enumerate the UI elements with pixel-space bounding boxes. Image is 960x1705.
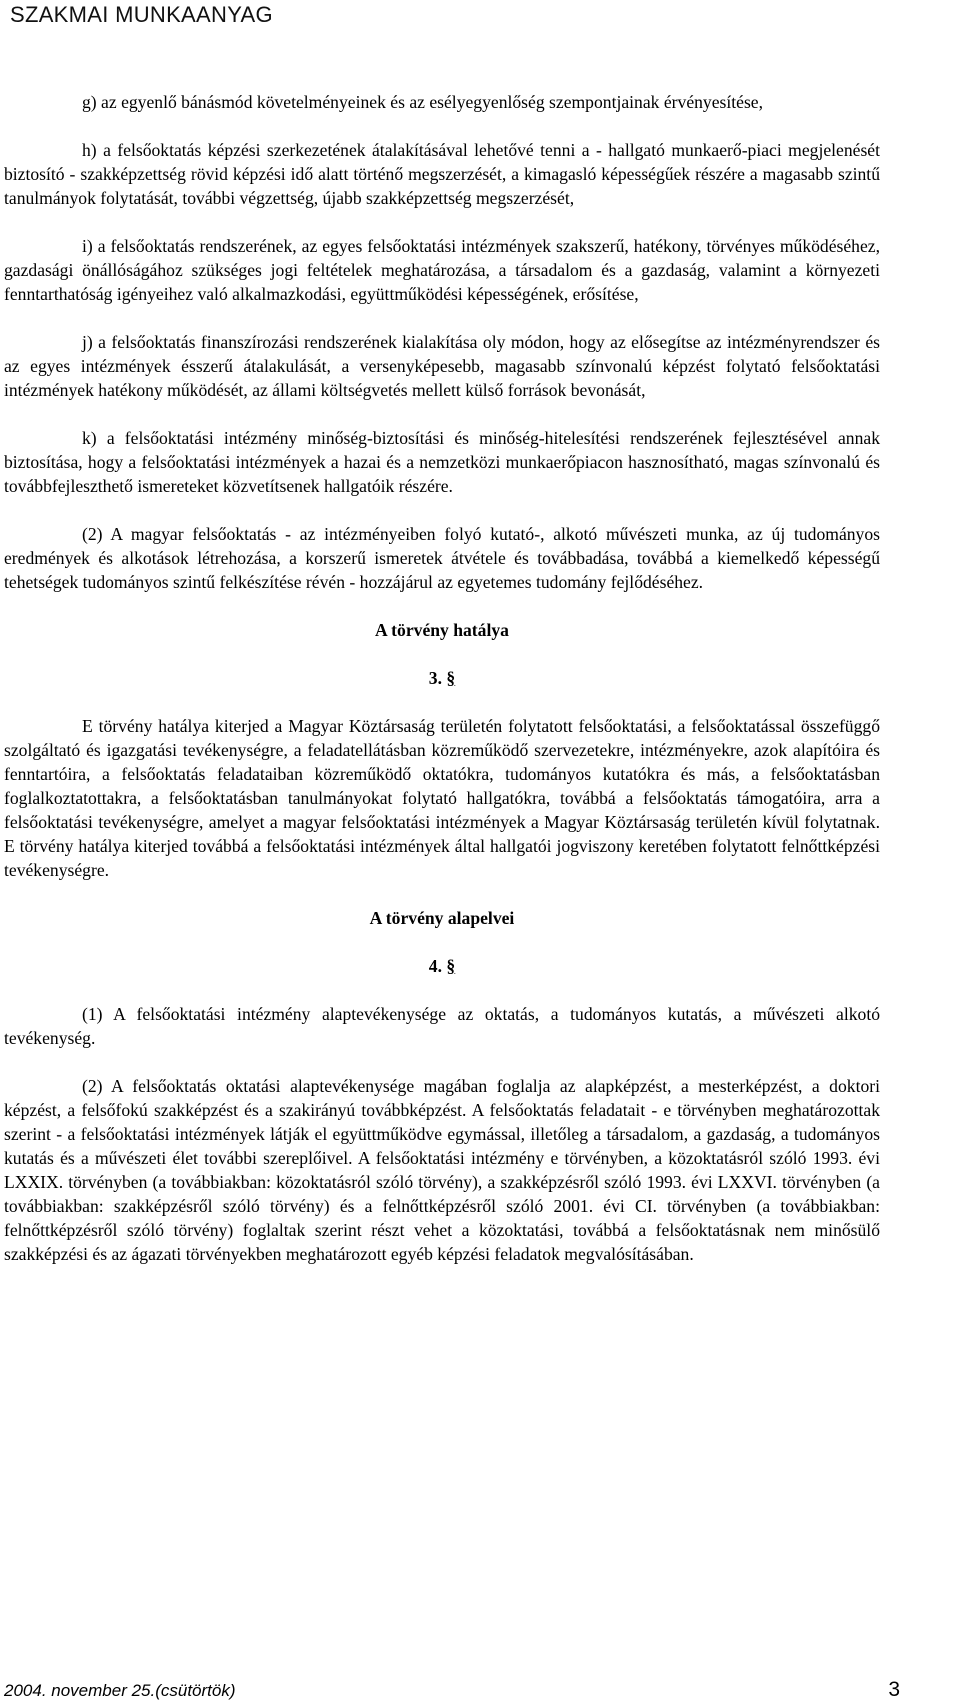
paragraph-g: g) az egyenlő bánásmód követelményeinek és az esélyegyenlőség szempontjainak érvényesítése, xyxy=(82,92,764,112)
paragraph-j: j) a felsőoktatás finanszírozási rendszerének kialakítása oly módon, hogy az elősegítse az intézményrendszer és az egyes intézmények ésszerű átalakulását, a versenyképesebb, magasabb színvonalú képzést folytató felsőoktatási intézmények hatékony működését, az állami költségvetés mellett külső források bevonását, xyxy=(4,332,880,400)
section-3-heading: A törvény hatálya xyxy=(375,620,509,640)
paragraph-k: k) a felsőoktatási intézmény minőség-biztosítási és minőség-hitelesítési rendszerének fejlesztésével annak biztosítása, hogy a felsőoktatási intézmények a hazai és a nemzetközi munkaerőpiacon hasznosítható, magas színvonalú és továbbfejleszthető ismereteket közvetítsenek hallgatóik részére. xyxy=(4,428,880,496)
page-number: 3 xyxy=(888,1678,900,1701)
section-4-number-text: 4. xyxy=(428,956,442,976)
paragraph-i: i) a felsőoktatás rendszerének, az egyes felsőoktatási intézmények szakszerű, hatékony, törvényes működéséhez, gazdasági önállóságához szükséges jogi feltételek meghatározása, a társadalom és a gazdaság, valamint a környezeti fenntarthatóság igényeihez való alkalmazkodási, együttműködési képességének, erősítése, xyxy=(4,236,880,304)
section-4-number xyxy=(4,954,880,978)
section-3-text: E törvény hatálya kiterjed a Magyar Köztársaság területén folytatott felsőoktatási, a felsőoktatással összefüggő szolgáltató és igazgatási tevékenységre, a feladatellátásban közreműködő szervezetekre, intézményekre, azok alapítóira és fenntartóira, a felsőoktatás feladataiban közreműködő oktatókra, tudományos kutatókra és más, a felsőoktatásban foglalkoztatottakra, a felsőoktatásban tanulmányokat folytató hallgatókra, továbbá a felsőoktatás támogatóira, arra a felsőoktatási tevékenységre, amelyet a magyar felsőoktatási intézmények a Magyar Köztársaság területén kívül folytatnak. E törvény hatálya kiterjed továbbá a felsőoktatási intézmények által hallgatói jogviszony keretében folytatott felnőttképzési tevékenységre. xyxy=(4,716,880,880)
running-header: SZAKMAI MUNKAANYAG xyxy=(10,2,273,27)
section-3-number-text: 3. xyxy=(428,668,442,688)
paragraph-h: h) a felsőoktatás képzési szerkezetének átalakításával lehetővé tenni a - hallgató munkaerő-piaci megjelenését biztosító - szakképzettség rövid képzési idő alatt történő megszerzését, a kimagasló képességűek részére a magasabb szintű tanulmányok folytatását, további végzettség, újabb szakképzettség megszerzését, xyxy=(4,140,880,208)
paragraph-2: (2) A magyar felsőoktatás - az intézményeiben folyó kutató-, alkotó művészeti munka, az új tudományos eredmények és alkotások létrehozása, a korszerű ismeretek átvétele és továbbadása, továbbá a kiemelkedő képességű tehetségek tudományos szintű felkészítése révén - hozzájárul az egyetemes tudomány fejlődéséhez. xyxy=(4,524,880,592)
section-4-symbol: § xyxy=(446,956,456,976)
section-4-paragraph-1: (1) A felsőoktatási intézmény alaptevékenysége az oktatás, a tudományos kutatás, a művészeti alkotó tevékenység. xyxy=(4,1004,880,1048)
section-3-symbol: § xyxy=(446,668,456,688)
section-4-paragraph-2: (2) A felsőoktatás oktatási alaptevékenysége magában foglalja az alapképzést, a mesterképzést, a doktori képzést, a felsőfokú szakképzést és a szakirányú továbbképzést. A felsőoktatás feladatait - e törvényben meghatározottak szerint - a felsőoktatási intézmények látják el együttműködve egymással, illetőleg a társadalom, a gazdaság, a tudományos kutatás és a művészeti élet további szereplőivel. A felsőoktatási intézmény e törvényben, a közoktatásról szóló 1993. évi LXXIX. törvényben (a továbbiakban: közoktatásról szóló törvény), a szakképzésről szóló 1993. évi LXXVI. törvényben (a továbbiakban: szakképzésről szóló törvény) és a felnőttképzésről szóló 2001. évi CI. törvényben (a továbbiakban: felnőttképzésről szóló törvény) foglaltak szerint részt vehet a közoktatási, továbbá a felsőoktatásnak nem minősülő szakképzési és az ágazati törvényekben meghatározott egyéb képzési feladatok megvalósításában. xyxy=(4,1076,880,1264)
document-body xyxy=(4,90,880,1290)
section-4-heading: A törvény alapelvei xyxy=(369,908,515,928)
section-3-number xyxy=(4,666,880,690)
footer-date: 2004. november 25.(csütörtök) xyxy=(4,1681,236,1700)
